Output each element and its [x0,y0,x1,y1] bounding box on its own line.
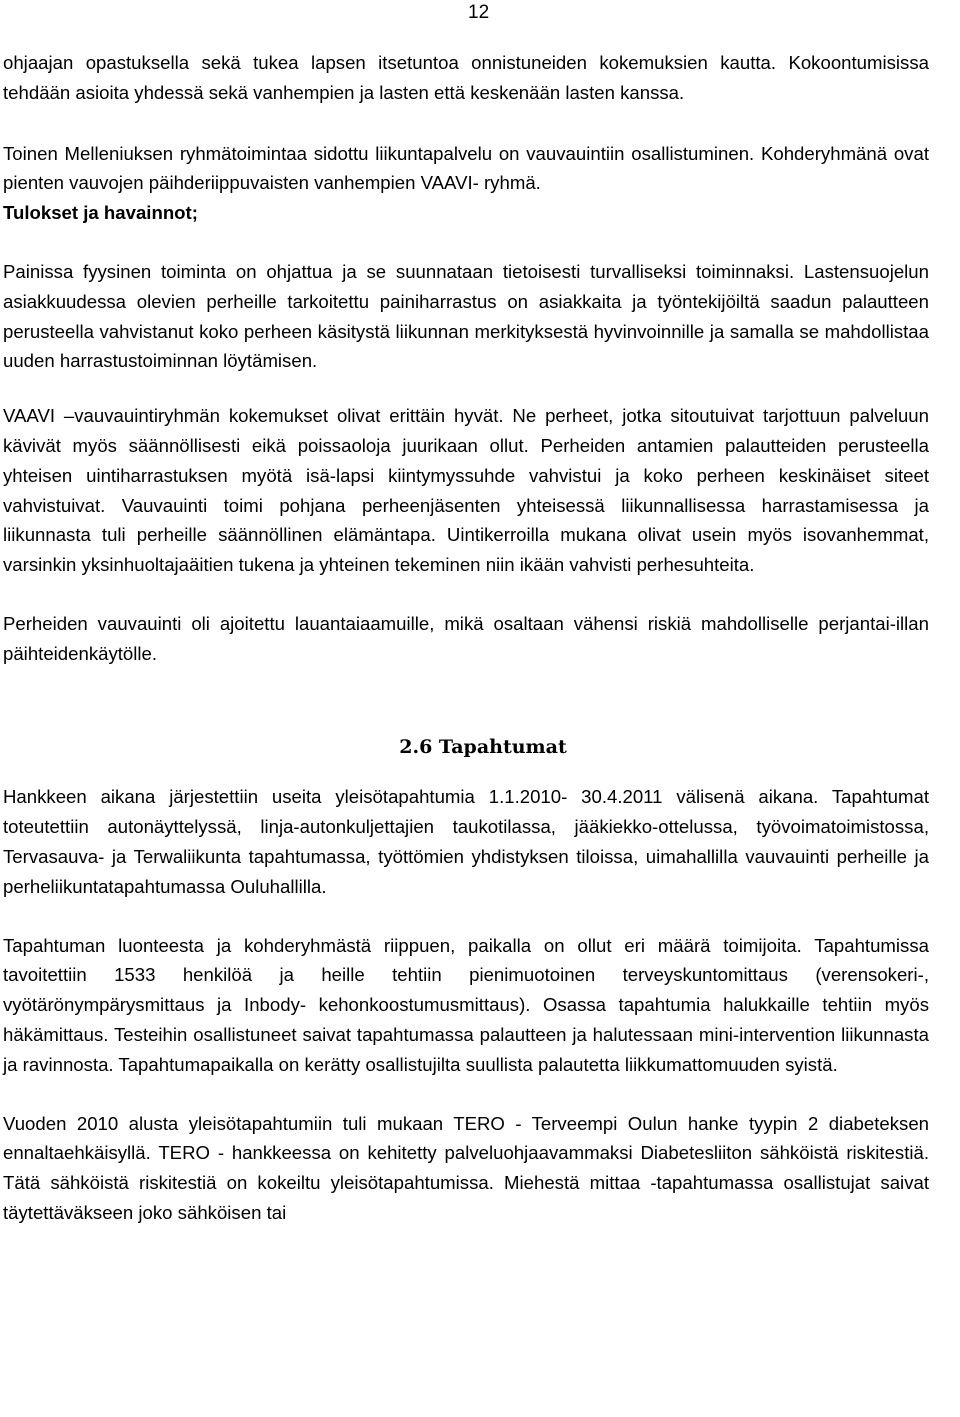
section-heading: 2.6 Tapahtumat [399,735,567,758]
results-heading: Tulokset ja havainnot; [3,202,198,224]
paragraph: Toinen Melleniuksen ryhmätoimintaa sidottu liikuntapalvelu on vauvauintiin osallistuminen. Kohderyhmänä ovat pienten vauvojen päihderiippuvaisten vanhempien VAAVI- ryhmä. [3,142,929,194]
paragraph: Hankkeen aikana järjestettiin useita yleisötapahtumia 1.1.2010- 30.4.2011 välisenä aikana. Tapahtumat toteutettiin autonäyttelyssä, linja-autonkuljettajien taukotilassa, jääkiekko-ottelussa, työvoimatoimistossa, Tervasauva- ja Terwaliikunta tapahtumassa, työttömien yhdistyksen tiloissa, uimahallilla vauvauinti perheille ja perheliikuntatapahtumassa Ouluhallilla. [3,786,929,897]
paragraph: Vuoden 2010 alusta yleisötapahtumiin tuli mukaan TERO - Terveempi Oulun hanke tyypin 2 diabeteksen ennaltaehkäisyllä. TERO - hankkeessa on kehitetty palveluohjaavammaksi Diabetesliiton sähköistä riskitestiä. Tätä sähköistä riskitestiä on kokeiltu yleisötapahtumissa. Miehestä mittaa -tapahtumassa osallistujat saivat täytettäväkseen joko sähköisen tai [3,1112,929,1223]
paragraph: Painissa fyysinen toiminta on ohjattua ja se suunnataan tietoisesti turvalliseksi toiminnaksi. Lastensuojelun asiakkuudessa olevien perheille tarkoitettu painiharrastus on asiakkaita ja työntekijöiltä saadun palautteen perusteella vahvistanut koko perheen käsitystä liikunnan merkityksestä hyvinvoinnille ja samalla se mahdollistaa uuden harrastustoiminnan löytämisen. [3,260,929,372]
paragraph: Tapahtuman luonteesta ja kohderyhmästä riippuen, paikalla on ollut eri määrä toimijoita. Tapahtumissa tavoitettiin 1533 henkilöä ja heille tehtiin pienimuotoinen terveyskuntomittaus (verensokeri-, vyötärönympärysmittaus ja Inbody- kehonkoostumusmittaus). Osassa tapahtumia halukkaille tehtiin myös häkämittaus. Testeihin osallistuneet saivat tapahtumassa palautteen ja halutessaan mini-intervention liikunnasta ja ravinnosta. Tapahtumapaikalla on kerätty osallistujilta suullista palautetta liikkumattomuuden syistä. [3,934,929,1075]
page-number: 12 [468,2,490,23]
paragraph: Perheiden vauvauinti oli ajoitettu lauantaiaamuille, mikä osaltaan vähensi riskiä mahdolliselle perjantai-illan päihteidenkäytölle. [3,612,929,664]
paragraph: ohjaajan opastuksella sekä tukea lapsen itsetuntoa onnistuneiden kokemuksien kautta. Kokoontumisissa tehdään asioita yhdessä sekä vanhempien ja lasten että keskenään lasten kanssa. [3,52,929,103]
paragraph: VAAVI –vauvauintiryhmän kokemukset olivat erittäin hyvät. Ne perheet, jotka sitoutuivat tarjottuun palveluun kävivät myös säännöllisesti eikä poissaoloja juurikaan ollut. Perheiden antamien palautteiden perusteella yhteisen uintiharrastuksen myötä isä-lapsi kiintymyssuhde vahvistui ja koko perheen keskinäiset siteet vahvistuivat. Vauvauinti toimi pohjana perheenjäsenten yhteisessä liikunnallisessa harrastamisessa ja liikunnasta tuli perheille säännöllinen elämäntapa. Uintikerroilla mukana olivat usein myös isovanhemmat, varsinkin yksinhuoltajaäitien tukena ja yhteinen tekeminen niin ikään vahvisti perhesuhteita. [3,405,929,576]
document-body [3,48,929,1228]
